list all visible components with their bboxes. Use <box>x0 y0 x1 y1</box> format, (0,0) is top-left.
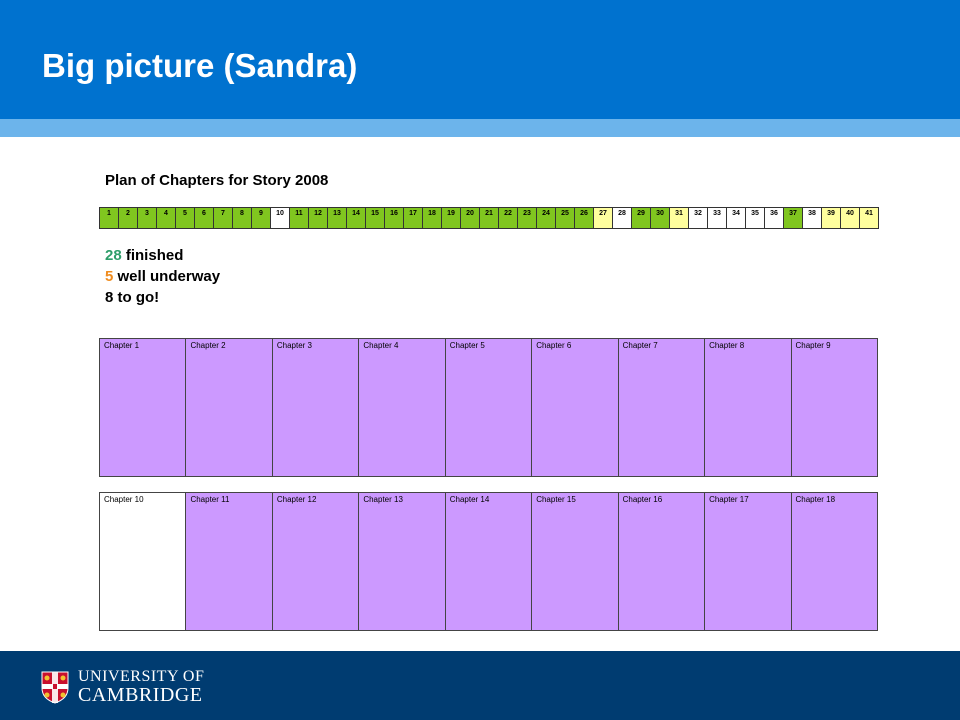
chapter-box <box>619 339 705 476</box>
strip-cell-3: 3 <box>138 208 157 228</box>
strip-cell-23: 23 <box>518 208 537 228</box>
strip-cell-21: 21 <box>480 208 499 228</box>
chapter-box <box>359 339 445 476</box>
chapter-box <box>186 339 272 476</box>
strip-cell-36: 36 <box>765 208 784 228</box>
strip-cell-40: 40 <box>841 208 860 228</box>
slide-title: Big picture (Sandra) <box>42 47 358 84</box>
strip-cell-27: 27 <box>594 208 613 228</box>
strip-cell-20: 20 <box>461 208 480 228</box>
chapter-label: Chapter 10 <box>104 495 144 504</box>
header-stripe <box>0 119 960 137</box>
strip-cell-9: 9 <box>252 208 271 228</box>
chapter-label: Chapter 3 <box>276 341 313 350</box>
strip-cell-34: 34 <box>727 208 746 228</box>
university-wordmark <box>78 668 204 704</box>
progress-summary <box>105 245 220 308</box>
chapter-box <box>792 339 877 476</box>
strip-cell-17: 17 <box>404 208 423 228</box>
university-line1: UNIVERSITY OF <box>78 668 205 685</box>
underway-count: 5 <box>105 268 114 285</box>
strip-cell-24: 24 <box>537 208 556 228</box>
chapter-label: Chapter 4 <box>363 341 399 350</box>
chapter-label: Chapter 18 <box>795 495 836 504</box>
strip-cell-41: 41 <box>860 208 879 228</box>
strip-cell-38: 38 <box>803 208 822 228</box>
chapter-box <box>446 493 532 630</box>
strip-cell-16: 16 <box>385 208 404 228</box>
chapter-label: Chapter 6 <box>536 341 572 350</box>
chapter-box <box>446 339 532 476</box>
strip-cell-32: 32 <box>689 208 708 228</box>
strip-cell-31: 31 <box>670 208 689 228</box>
chapter-box <box>792 493 877 630</box>
chapter-label: Chapter 16 <box>622 495 663 504</box>
chapter-box <box>705 339 791 476</box>
summary-underway <box>105 266 220 287</box>
strip-cell-25: 25 <box>556 208 575 228</box>
chapter-label: Chapter 15 <box>536 495 576 504</box>
chapter-label: Chapter 9 <box>795 341 831 350</box>
strip-cell-29: 29 <box>632 208 651 228</box>
chapter-box <box>273 339 359 476</box>
strip-cell-39: 39 <box>822 208 841 228</box>
strip-cell-18: 18 <box>423 208 442 228</box>
chapter-label: Chapter 1 <box>104 341 140 350</box>
chapter-label: Chapter 2 <box>190 341 226 350</box>
summary-finished <box>105 245 220 266</box>
plan-title: Plan of Chapters for Story 2008 <box>105 172 329 189</box>
chapter-row-2 <box>99 492 878 631</box>
strip-cell-10: 10 <box>271 208 290 228</box>
strip-cell-12: 12 <box>309 208 328 228</box>
strip-cell-2: 2 <box>119 208 138 228</box>
strip-cell-1: 1 <box>100 208 119 228</box>
strip-cell-28: 28 <box>613 208 632 228</box>
strip-cell-35: 35 <box>746 208 765 228</box>
chapter-box <box>359 493 445 630</box>
strip-cell-14: 14 <box>347 208 366 228</box>
chapter-box <box>186 493 272 630</box>
strip-cell-15: 15 <box>366 208 385 228</box>
chapter-box <box>619 493 705 630</box>
chapter-label: Chapter 12 <box>276 495 317 504</box>
chapter-box <box>705 493 791 630</box>
chapter-label: Chapter 8 <box>709 341 745 350</box>
strip-cell-7: 7 <box>214 208 233 228</box>
chapter-box <box>532 493 618 630</box>
chapter-label: Chapter 5 <box>449 341 485 350</box>
strip-cell-13: 13 <box>328 208 347 228</box>
underway-label: well underway <box>113 268 221 285</box>
strip-cell-8: 8 <box>233 208 252 228</box>
chapter-label: Chapter 13 <box>363 495 403 504</box>
strip-cell-22: 22 <box>499 208 518 228</box>
chapter-label: Chapter 17 <box>709 495 749 504</box>
strip-cell-5: 5 <box>176 208 195 228</box>
strip-cell-19: 19 <box>442 208 461 228</box>
chapter-row-1 <box>99 338 878 477</box>
chapter-label: Chapter 7 <box>622 341 658 350</box>
finished-label: finished <box>121 247 184 264</box>
university-line2: CAMBRIDGE <box>78 684 203 706</box>
strip-cell-6: 6 <box>195 208 214 228</box>
summary-togo: 8 to go! <box>105 289 160 306</box>
cambridge-crest-icon <box>41 671 69 704</box>
strip-cell-4: 4 <box>157 208 176 228</box>
strip-cell-37: 37 <box>784 208 803 228</box>
chapter-label: Chapter 11 <box>190 495 230 504</box>
chapter-box <box>273 493 359 630</box>
chapter-box <box>100 493 186 630</box>
strip-cell-26: 26 <box>575 208 594 228</box>
strip-cell-33: 33 <box>708 208 727 228</box>
finished-count: 28 <box>105 247 122 264</box>
strip-cell-11: 11 <box>290 208 309 228</box>
strip-cell-30: 30 <box>651 208 670 228</box>
chapter-box <box>532 339 618 476</box>
chapter-label: Chapter 14 <box>449 495 490 504</box>
chapter-box <box>100 339 186 476</box>
chapter-progress-strip <box>99 207 879 229</box>
